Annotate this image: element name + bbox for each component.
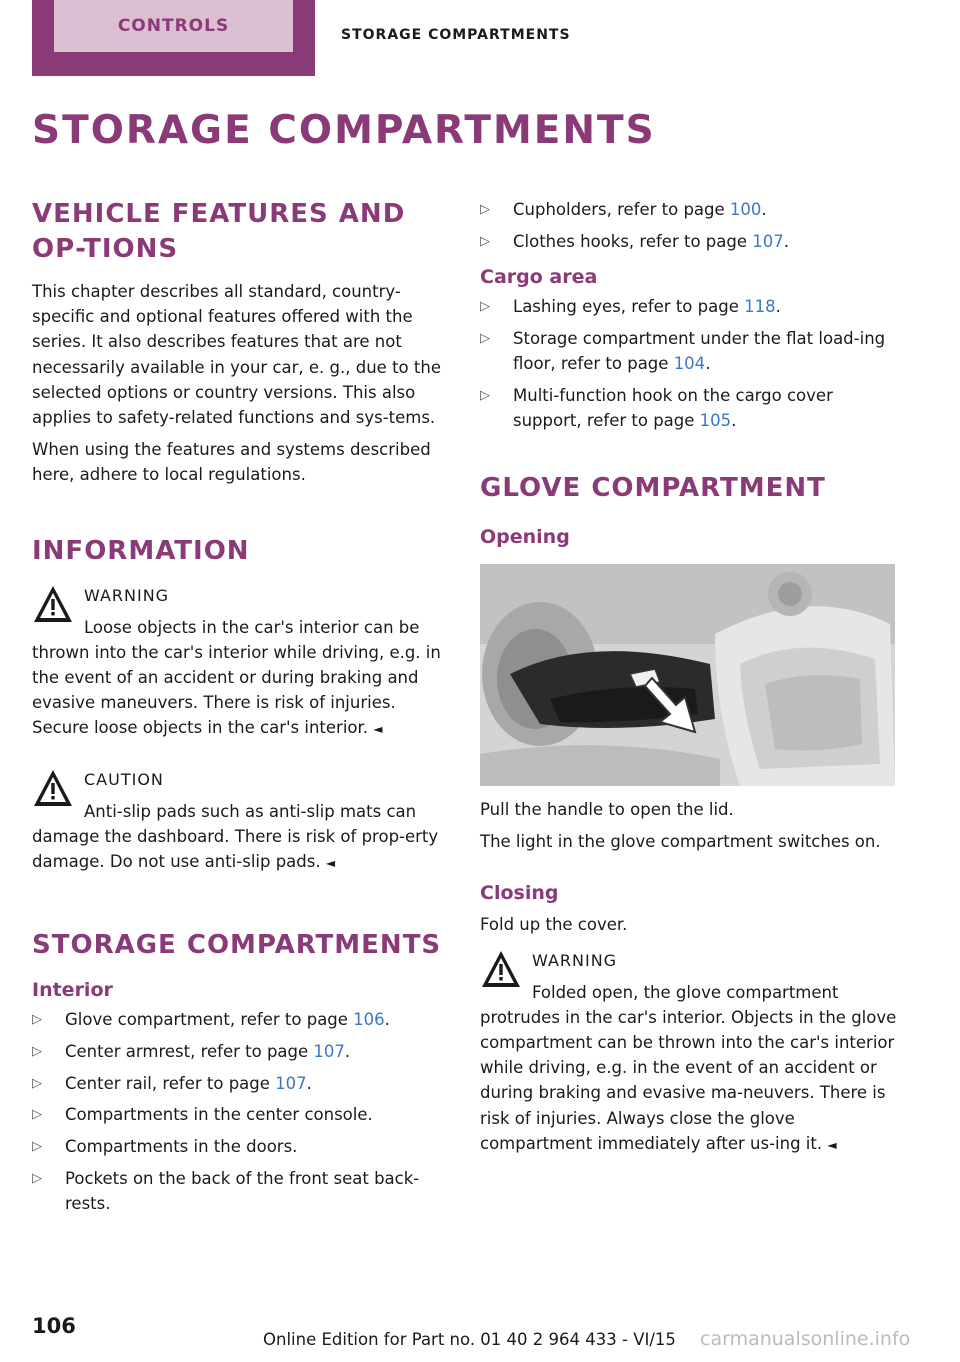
glove-warning-note	[480, 948, 898, 1158]
vehicle-features-heading: VEHICLE FEATURES AND OP‐TIONS	[32, 199, 406, 264]
glove-warning-label: WARNING	[532, 950, 618, 970]
list-item	[32, 1134, 447, 1159]
end-mark: ◄	[827, 1137, 837, 1152]
left-column	[32, 195, 447, 1223]
list-item-tail: .	[384, 1010, 390, 1030]
bullet-icon: ▷	[32, 1043, 42, 1059]
list-item-text: Compartments in the doors.	[65, 1137, 298, 1157]
bullet-icon: ▷	[32, 1170, 42, 1186]
storage-compartments-heading: STORAGE COMPARTMENTS	[32, 930, 442, 961]
list-item-text: Clothes hooks, refer to page	[513, 231, 753, 251]
caution-text: Anti-slip pads such as anti-slip mats can damage the dashboard. There is risk of prop‐erty damage. Do not use anti-slip pads.	[32, 801, 439, 872]
list-item-tail: .	[761, 200, 767, 219]
page-link[interactable]: 107	[752, 231, 784, 251]
list-item-text: Storage compartment under the flat load‐ing floor, refer to page	[513, 328, 886, 373]
warning-note	[32, 583, 447, 743]
bullet-icon: ▷	[480, 387, 490, 403]
caution-note	[32, 767, 447, 877]
list-item-tail: .	[775, 296, 781, 316]
opening-paragraph-1: Pull the handle to open the lid.	[480, 799, 734, 819]
bullet-icon: ▷	[32, 1075, 42, 1091]
cargo-area-list	[480, 294, 898, 433]
bullet-icon: ▷	[480, 202, 490, 217]
page-link[interactable]: 118	[744, 296, 776, 316]
list-item	[480, 294, 898, 319]
interior-list	[32, 1007, 447, 1216]
right-column	[480, 195, 898, 1158]
list-item-tail: .	[344, 1041, 351, 1061]
edition-note: Online Edition for Part no. 01 40 2 964 433 - VI/15	[263, 1330, 676, 1349]
page-link[interactable]: 104	[673, 353, 706, 373]
end-mark: ◄	[325, 856, 336, 871]
chapter-tab[interactable]	[32, 0, 315, 76]
list-item-text: Center rail, refer to page	[65, 1073, 276, 1093]
list-item-text: Center armrest, refer to page	[65, 1041, 314, 1061]
list-item	[32, 1039, 447, 1064]
vehicle-features-paragraph-2: When using the features and systems described here, adhere to local regulations.	[32, 440, 431, 485]
section-label: STORAGE COMPARTMENTS	[341, 27, 571, 43]
page-link[interactable]: 107	[275, 1073, 307, 1093]
glove-warning-text: Folded open, the glove compartment protrudes in the car's interior. Objects in the glove compartment can be thrown into the car's interior while driving, e.g. in the event of an accident or during braking and evasive ma‐neuvers. There is risk of injuries. Always close the glove compartment immediately after us‐ing it.	[480, 982, 897, 1153]
list-item	[480, 197, 898, 222]
list-item-text: Glove compartment, refer to page	[65, 1010, 354, 1030]
list-item-text: Lashing eyes, refer to page	[513, 296, 745, 316]
page-link[interactable]: 105	[699, 410, 732, 430]
page-link[interactable]: 106	[353, 1010, 385, 1030]
closing-heading: Closing	[480, 882, 559, 905]
page-link[interactable]: 100	[729, 200, 762, 219]
list-item-tail: .	[306, 1073, 312, 1093]
page-number: 106	[32, 1314, 76, 1338]
warning-triangle-icon	[32, 583, 74, 627]
list-item	[32, 1007, 447, 1032]
interior-list-continued	[480, 197, 898, 254]
list-item	[480, 326, 898, 376]
page-header	[0, 0, 960, 80]
opening-heading: Opening	[480, 525, 570, 548]
list-item-tail: .	[783, 231, 789, 251]
page-link[interactable]: 107	[313, 1041, 345, 1061]
bullet-icon: ▷	[480, 298, 490, 314]
vehicle-features-paragraph-1: This chapter describes all standard, country-specific and optional features offered with the series. It also describes features that are not necessarily available in your car, e. g., due to the selected options or country versions. This also applies to safety-related functions and sys‐tems.	[32, 282, 441, 428]
opening-paragraph-2: The light in the glove compartment switches on.	[480, 832, 881, 852]
closing-paragraph-1: Fold up the cover.	[480, 915, 628, 935]
warning-label: WARNING	[84, 585, 170, 605]
bullet-icon: ▷	[32, 1139, 42, 1155]
list-item	[480, 229, 898, 254]
watermark: carmanualsonline.info	[700, 1328, 911, 1350]
glove-compartment-photo	[480, 564, 895, 786]
glove-compartment-heading: GLOVE COMPARTMENT	[480, 472, 826, 503]
list-item	[480, 383, 898, 433]
list-item-text: Pockets on the back of the front seat back‐rests.	[65, 1168, 420, 1213]
interior-heading: Interior	[32, 979, 113, 1002]
warning-triangle-icon	[480, 948, 522, 992]
list-item	[32, 1102, 447, 1127]
information-heading: INFORMATION	[32, 535, 250, 566]
caution-label: CAUTION	[84, 769, 164, 789]
end-mark: ◄	[373, 722, 383, 737]
list-item-tail: .	[705, 353, 711, 373]
list-item	[32, 1166, 447, 1216]
page-title: STORAGE COMPARTMENTS	[32, 108, 656, 153]
chapter-tab-label: CONTROLS	[54, 0, 293, 52]
bullet-icon: ▷	[32, 1107, 42, 1123]
list-item-tail: .	[731, 410, 737, 430]
list-item-text: Compartments in the center console.	[65, 1105, 373, 1125]
list-item-text: Cupholders, refer to page	[513, 200, 730, 219]
cargo-area-heading: Cargo area	[480, 265, 598, 288]
bullet-icon: ▷	[480, 233, 490, 249]
warning-text: Loose objects in the car's interior can be thrown into the car's interior while driving, e.g. in the event of an accident or during braking and evasive maneuvers. There is risk of injuries. Secure loose objects in the car's interior.	[32, 617, 441, 738]
bullet-icon: ▷	[32, 1012, 42, 1028]
caution-triangle-icon	[32, 767, 74, 811]
list-item-text: Multi-function hook on the cargo cover support, refer to page	[513, 385, 833, 430]
bullet-icon: ▷	[480, 330, 490, 346]
list-item	[32, 1071, 447, 1096]
